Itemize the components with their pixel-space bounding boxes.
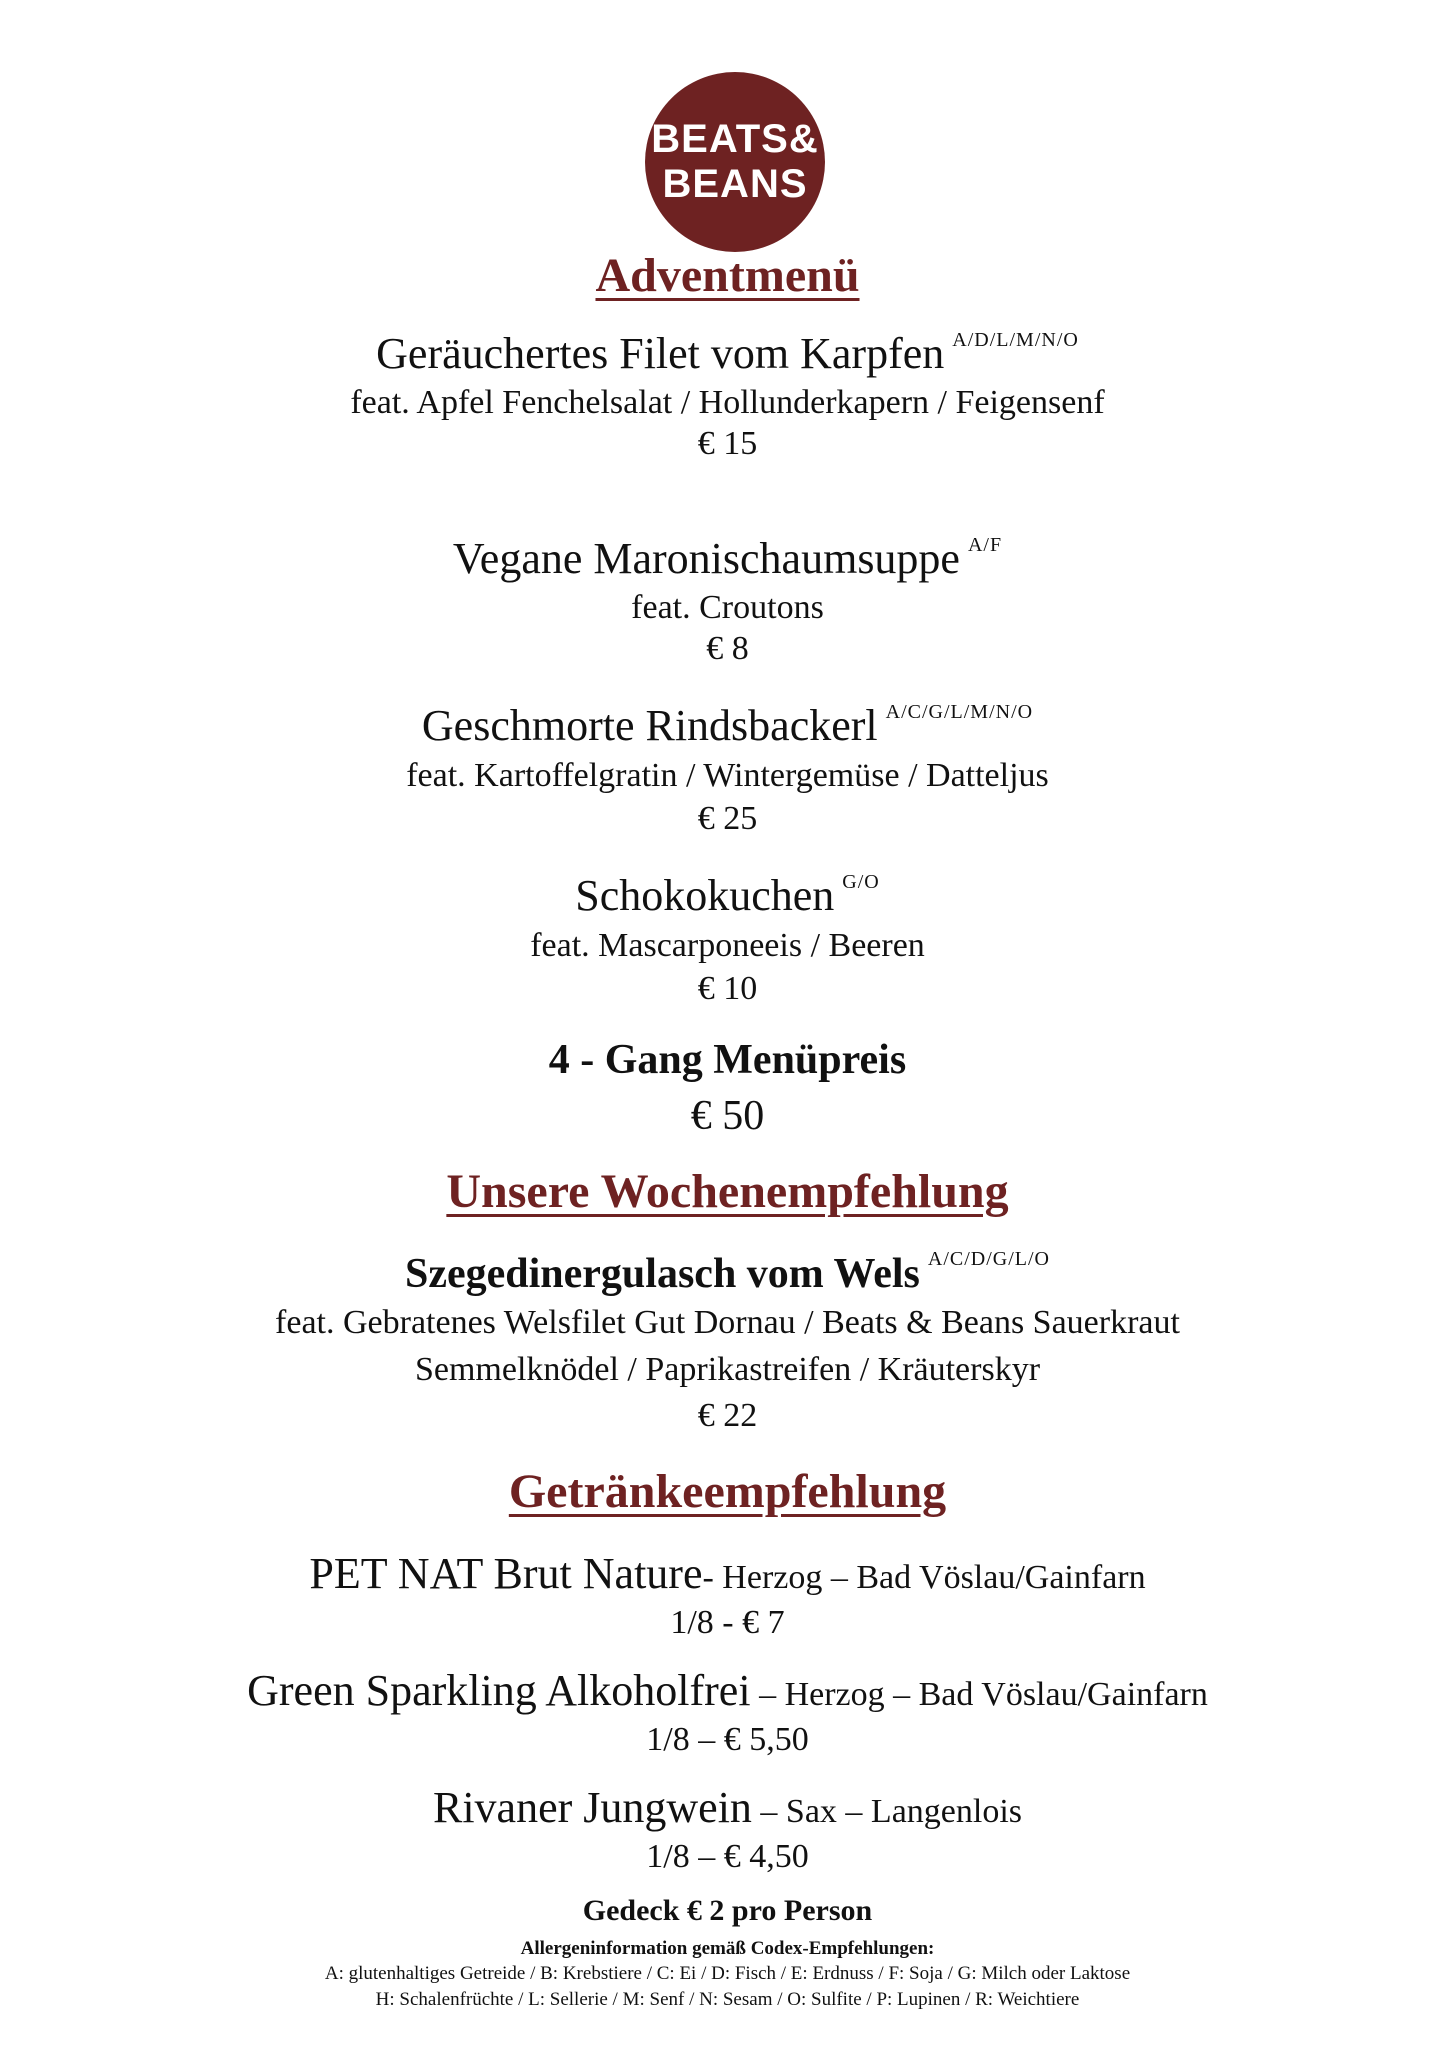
drink-1-price: 1/8 - € 7: [670, 1604, 785, 1641]
cover-charge: Gedeck € 2 pro Person: [582, 1894, 873, 1927]
dish-2-allergens: A/F: [967, 534, 1003, 556]
weekly-recommendation-title: Unsere Wochenempfehlung: [446, 1165, 1009, 1218]
dish-4-title: [0, 870, 1455, 921]
dish-1-description: feat. Apfel Fenchelsalat / Hollunderkapern / Feigensenf: [350, 384, 1105, 421]
drink-3: [0, 1782, 1455, 1833]
dish-3-description: feat. Kartoffelgratin / Wintergemüse / Datteljus: [406, 757, 1049, 794]
weekly-dish-allergens: A/C/D/G/L/O: [927, 1248, 1050, 1270]
drink-3-origin: – Sax – Langenlois: [751, 1793, 1022, 1830]
dish-1-price: € 15: [697, 425, 758, 462]
drink-2-price: 1/8 – € 5,50: [646, 1721, 809, 1758]
drink-2-name: Green Sparkling Alkoholfrei: [247, 1666, 751, 1715]
weekly-dish-description-line2: Semmelknödel / Paprikastreifen / Kräuterskyr: [414, 1351, 1041, 1388]
weekly-dish-price: € 22: [697, 1397, 758, 1434]
weekly-dish-title: [0, 1248, 1455, 1298]
advent-menu-title: Adventmenü: [595, 249, 860, 302]
dish-3-name: Geschmorte Rindsbackerl: [421, 701, 878, 750]
drink-1-origin: - Herzog – Bad Vöslau/Gainfarn: [702, 1559, 1146, 1596]
dish-2-price: € 8: [706, 630, 749, 667]
allergen-legend-line2: H: Schalenfrüchte / L: Sellerie / M: Senf / N: Sesam / O: Sulfite / P: Lupinen / R: Weichtiere: [375, 1989, 1080, 2010]
drink-2-origin: – Herzog – Bad Vöslau/Gainfarn: [750, 1676, 1208, 1713]
allergen-info-title: Allergeninformation gemäß Codex-Empfehlungen:: [520, 1938, 935, 1959]
beats-and-beans-logo: [645, 72, 825, 252]
dish-4-description: feat. Mascarponeeis / Beeren: [530, 927, 925, 964]
dish-1-name: Geräuchertes Filet vom Karpfen: [376, 329, 945, 378]
weekly-dish-name: Szegedinergulasch vom Wels: [404, 1251, 920, 1297]
dish-3-price: € 25: [697, 800, 758, 837]
dish-3-allergens: A/C/G/L/M/N/O: [885, 701, 1034, 723]
drinks-title: Getränkeempfehlung: [508, 1465, 947, 1518]
weekly-dish-description-line1: feat. Gebratenes Welsfilet Gut Dornau / Beats & Beans Sauerkraut: [275, 1304, 1180, 1341]
menu-price: € 50: [690, 1093, 765, 1139]
drink-3-name: Rivaner Jungwein: [432, 1783, 752, 1832]
drink-1-name: PET NAT Brut Nature: [309, 1549, 703, 1598]
drink-2: [0, 1665, 1455, 1716]
dish-3-title: [0, 700, 1455, 751]
allergen-legend-line1: A: glutenhaltiges Getreide / B: Krebstiere / C: Ei / D: Fisch / E: Erdnuss / F: Soja / G: Milch oder Laktose: [324, 1963, 1131, 1984]
dish-1-allergens: A/D/L/M/N/O: [952, 329, 1079, 351]
logo-mark: [645, 72, 825, 252]
dish-2-description: feat. Croutons: [631, 589, 824, 626]
dish-4-allergens: G/O: [842, 871, 880, 893]
dish-4-price: € 10: [697, 970, 758, 1007]
drink-1: [0, 1548, 1455, 1599]
dish-2-name: Vegane Maronischaumsuppe: [452, 534, 960, 583]
logo-text-line1: BEATS&: [651, 117, 819, 161]
dish-2-title: [0, 533, 1455, 584]
menu-price-label: 4 - Gang Menüpreis: [548, 1037, 907, 1083]
dish-1-title: [0, 328, 1455, 379]
logo-text-line2: BEANS: [662, 162, 808, 206]
drink-3-price: 1/8 – € 4,50: [646, 1838, 809, 1875]
dish-4-name: Schokokuchen: [575, 871, 835, 920]
